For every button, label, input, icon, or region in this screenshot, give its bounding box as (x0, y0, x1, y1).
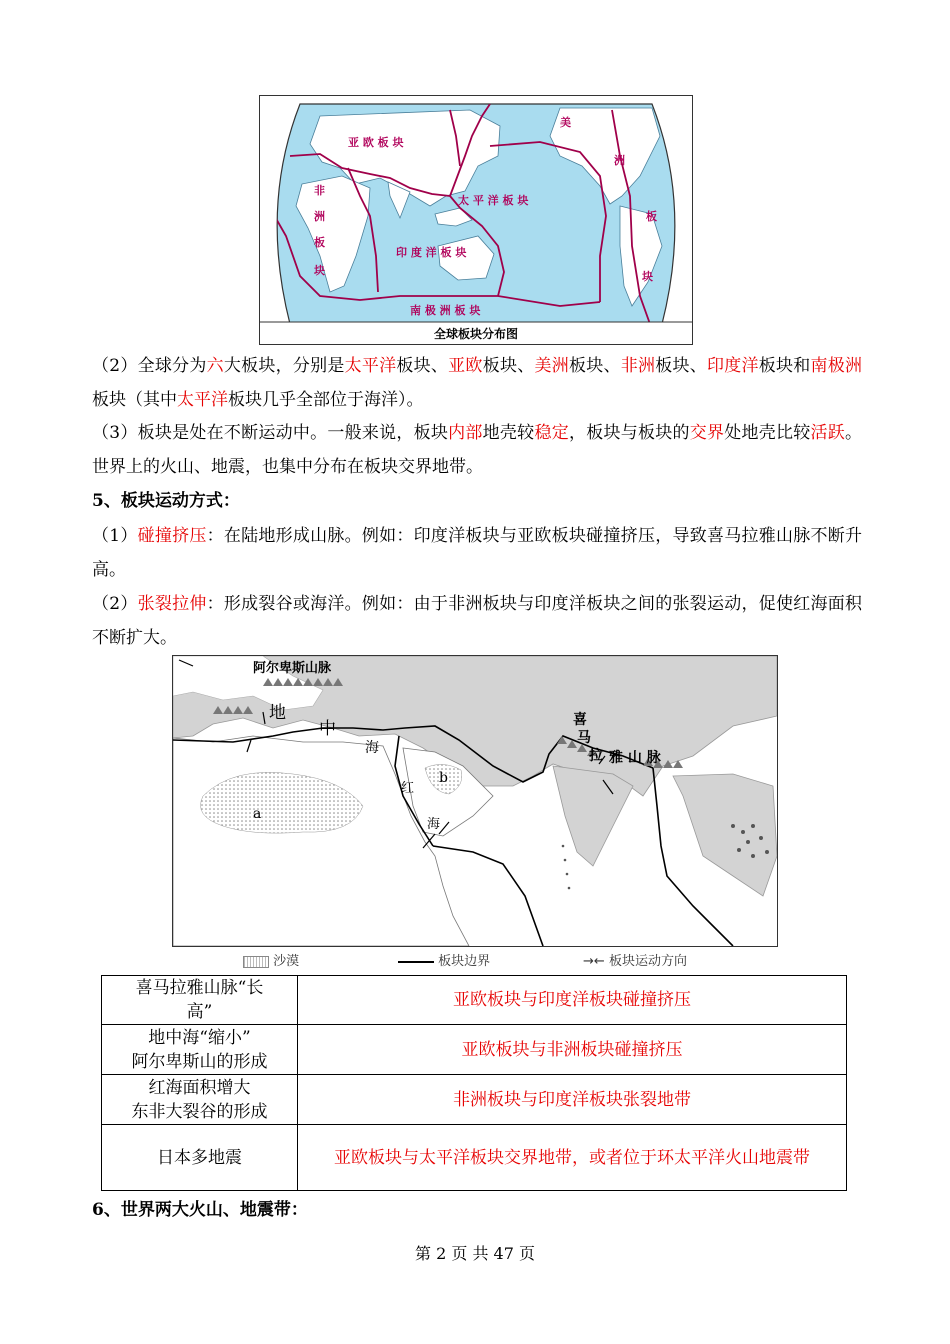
legend-desert (243, 950, 299, 969)
movement-arrows-icon: →← (583, 954, 605, 969)
label-himalaya-1: 喜 (573, 712, 587, 728)
p3-text: 地壳较 (482, 423, 535, 443)
p3-answer: 稳定 (534, 423, 569, 443)
label-american-plate-2: 洲 (614, 154, 625, 167)
p3-answer: 内部 (448, 423, 483, 443)
p2-text: 板块、 (482, 356, 535, 376)
m2-label: （2） (92, 594, 138, 614)
section-heading-5: 5、板块运动方式： (92, 491, 240, 511)
table-row (102, 1125, 847, 1191)
label-african-plate-2: 洲 (314, 210, 325, 223)
legend-boundary (398, 950, 490, 969)
label-b: b (439, 770, 448, 786)
section-heading-6: 6、世界两大火山、地震带： (92, 1200, 308, 1220)
p2-answer: 亚欧 (448, 356, 483, 376)
p3-label: （3） (92, 423, 138, 443)
label-med-2: 中 (319, 719, 336, 739)
p2-answer: 美洲 (534, 356, 569, 376)
label-african-plate-4: 块 (314, 264, 325, 277)
p2-answer: 非洲 (620, 356, 656, 376)
label-african-plate-3: 板 (314, 236, 325, 249)
p2-answer: 印度洋 (707, 356, 759, 376)
paragraph-plate-activity (92, 416, 862, 484)
paragraph-collision (92, 519, 862, 587)
legend-direction (583, 950, 687, 969)
p2-text: 板块、 (655, 356, 708, 376)
p2-text: 板块、 (396, 356, 449, 376)
label-antarctic-plate: 南 极 洲 板 块 (410, 304, 481, 317)
plate-movement-map-figure (173, 656, 777, 946)
table-question: 红海面积增大 (148, 1077, 251, 1098)
global-plates-map (259, 95, 693, 345)
label-american-plate-4: 块 (642, 270, 653, 283)
label-alps: 阿尔卑斯山脉 (253, 661, 332, 676)
plate-movement-map (172, 655, 778, 947)
p3-text: 板块是处在不断运动中。一般来说，板块 (137, 423, 449, 443)
label-med-3: 海 (365, 740, 379, 756)
m1-answer: 碰撞挤压 (137, 526, 207, 546)
p2-text: 大板块，分别是 (223, 356, 345, 376)
table-answer: 亚欧板块与印度洋板块碰撞挤压 (298, 976, 847, 1025)
m2-text: ：形成裂谷或海洋。例如：由于非洲板块与印度洋板块之间的张裂运动，促使红海面积不断扩大。 (92, 594, 862, 648)
table-question: 阿尔卑斯山的形成 (131, 1051, 268, 1072)
p3-text: 处地壳比较 (724, 423, 811, 443)
p2-text: 板块几乎全部位于海洋）。 (228, 390, 424, 410)
p3-text: ，板块与板块的 (568, 423, 690, 443)
table-question: 喜马拉雅山脉“长 (135, 978, 264, 998)
table-question: 日本多地震 (102, 1125, 298, 1191)
label-eurasian-plate: 亚 欧 板 块 (348, 136, 404, 149)
p2-text: 板块、 (568, 356, 621, 376)
table-question: 高” (186, 1002, 213, 1022)
table-row (102, 976, 847, 1025)
m1-text: ：在陆地形成山脉。例如：印度洋板块与亚欧板块碰撞挤压，导致喜马拉雅山脉不断升高。 (92, 526, 862, 580)
page-footer: 第 2 页 共 47 页 (415, 1244, 535, 1263)
p2-text: 板块（其中 (92, 390, 177, 410)
label-a: a (253, 806, 262, 822)
p2-answer: 太平洋 (177, 390, 228, 410)
m1-label: （1） (92, 526, 138, 546)
m2-answer: 张裂拉伸 (137, 594, 207, 614)
table-answer: 亚欧板块与非洲板块碰撞挤压 (298, 1025, 847, 1075)
label-american-plate-1: 美 (560, 116, 571, 129)
desert-swatch-icon (243, 956, 269, 968)
label-pacific-plate: 太 平 洋 板 块 (458, 194, 529, 207)
p2-text: 板块和 (758, 356, 811, 376)
table-row (102, 1075, 847, 1125)
label-indian-plate: 印 度 洋 板 块 (396, 246, 467, 259)
label-med-1: 地 (269, 703, 286, 723)
legend-direction-label: 板块运动方向 (608, 954, 687, 969)
paragraph-six-plates (92, 349, 862, 417)
p2-answer: 六 (206, 356, 224, 376)
p3-answer: 交界 (689, 423, 725, 443)
p2-text: 全球分为 (137, 356, 207, 376)
p2-answer: 南极洲 (810, 356, 863, 376)
label-red-sea-1: 红 (401, 781, 415, 796)
p2-answer: 太平洋 (344, 356, 397, 376)
table-question: 地中海“缩小” (148, 1027, 251, 1048)
global-plates-map-figure (260, 96, 692, 344)
boundary-line-icon (398, 961, 434, 963)
paragraph-rifting (92, 587, 862, 655)
label-american-plate-3: 板 (646, 210, 657, 223)
p3-answer: 活跃 (810, 423, 846, 443)
table-answer: 亚欧板块与太平洋板块交界地带，或者位于环太平洋火山地震带 (298, 1125, 847, 1191)
p2-label: （2） (92, 356, 138, 376)
cause-table (101, 975, 847, 1191)
label-himalaya-2: 马 (577, 730, 591, 746)
table-question: 东非大裂谷的形成 (131, 1101, 268, 1122)
label-red-sea-2: 海 (427, 817, 441, 832)
label-african-plate-1: 非 (314, 184, 325, 197)
p3-text: 。世界上的火山、地震，也集中分布在板块交界地带。 (92, 423, 863, 477)
label-himalaya-3: 拉 (589, 748, 603, 764)
table-row (102, 1025, 847, 1075)
legend-boundary-label: 板块边界 (438, 954, 491, 969)
label-himalaya-4: 雅 山 脉 (609, 750, 661, 766)
map1-caption: 全球板块分布图 (433, 327, 519, 341)
legend-desert-label: 沙漠 (273, 954, 300, 969)
table-answer: 非洲板块与印度洋板块张裂地带 (298, 1075, 847, 1125)
